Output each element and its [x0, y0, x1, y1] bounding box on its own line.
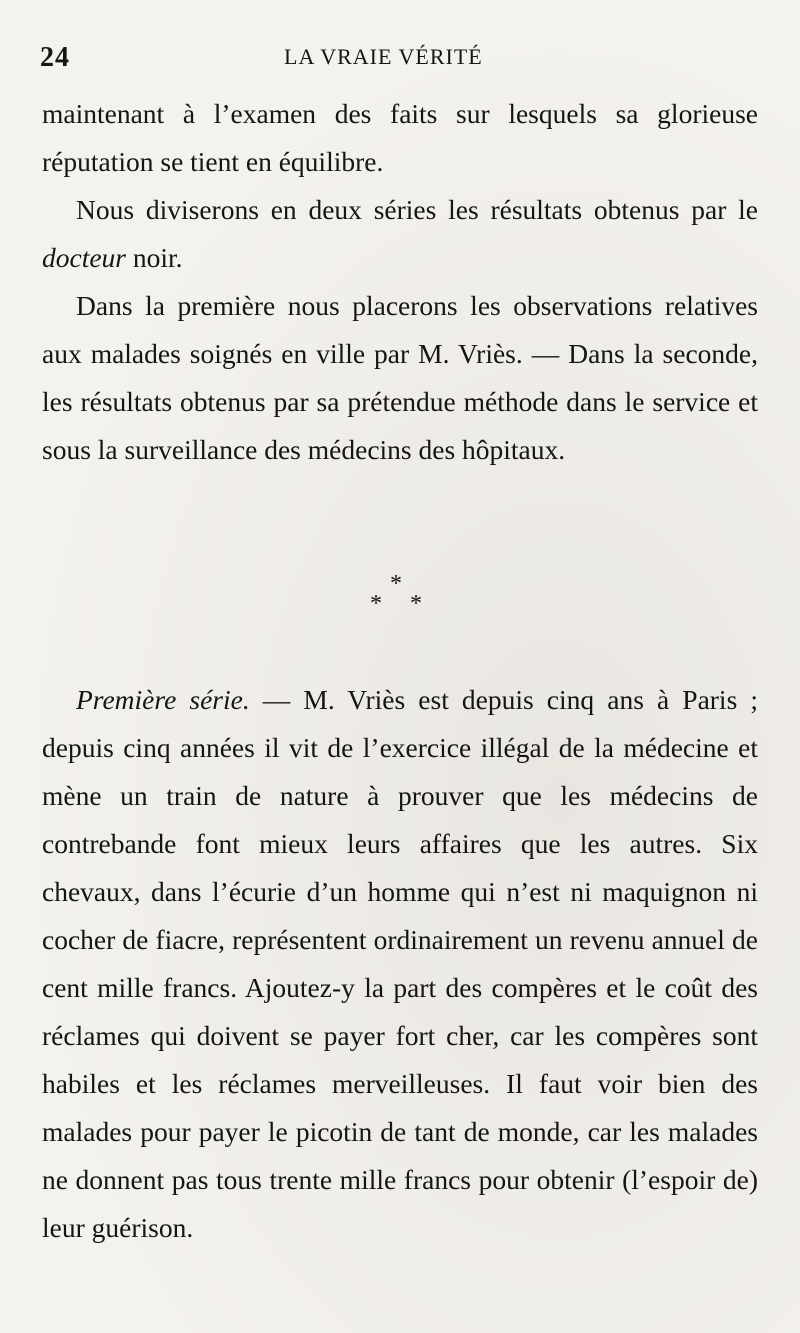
asterism-star-top: * [390, 571, 402, 597]
asterism-star-right: * [410, 591, 422, 617]
asterism-star-left: * [370, 591, 382, 617]
asterism-divider [350, 571, 450, 617]
paragraph-premiere-serie [42, 676, 758, 1252]
paragraph-continuation: maintenant à l’examen des faits sur lesquels sa glorieuse réputation se tient en équilibre. [42, 98, 758, 177]
page-header [40, 40, 760, 80]
emphasis-docteur: docteur [42, 242, 127, 273]
text-block-top [42, 90, 758, 474]
page-number: 24 [40, 42, 70, 73]
text-block-bottom [42, 676, 758, 1252]
paragraph-two-series [42, 186, 758, 282]
paragraph-premiere-serie-body: — M. Vriès est depuis cinq ans à Paris ; depuis cinq années il vit de l’exercice illégal de la médecine et mène un train de nature à prouver que les médecins de contrebande font mieux leurs affaires que les autres. Six chevaux, dans l’écurie d’un homme qui n’est ni maquignon ni cocher de fiacre, représentent ordinairement un revenu annuel de cent mille francs. Ajoutez-y la part des compères et le coût des réclames qui doivent se payer fort cher, car les compères sont habiles et les réclames merveilleuses. Il faut voir bien des malades pour payer le picotin de tant de monde, car les malades ne donnent pas tous trente mille francs pour obtenir (l’espoir de) leur guérison. [42, 684, 758, 1243]
paragraph-two-series-start: Nous diviserons en deux séries les résultats obtenus par le [76, 194, 758, 225]
running-title: LA VRAIE VÉRITÉ [284, 44, 483, 69]
paragraph-two-series-end: noir. [126, 242, 183, 273]
section-lead-premiere-serie: Première série. [76, 684, 250, 715]
paragraph-first-second: Dans la première nous placerons les observations relatives aux malades soignés en ville par M. Vriès. — Dans la seconde, les résultats obtenus par sa prétendue méthode dans le service et sous la surveillance des médecins des hôpitaux. [42, 290, 758, 465]
